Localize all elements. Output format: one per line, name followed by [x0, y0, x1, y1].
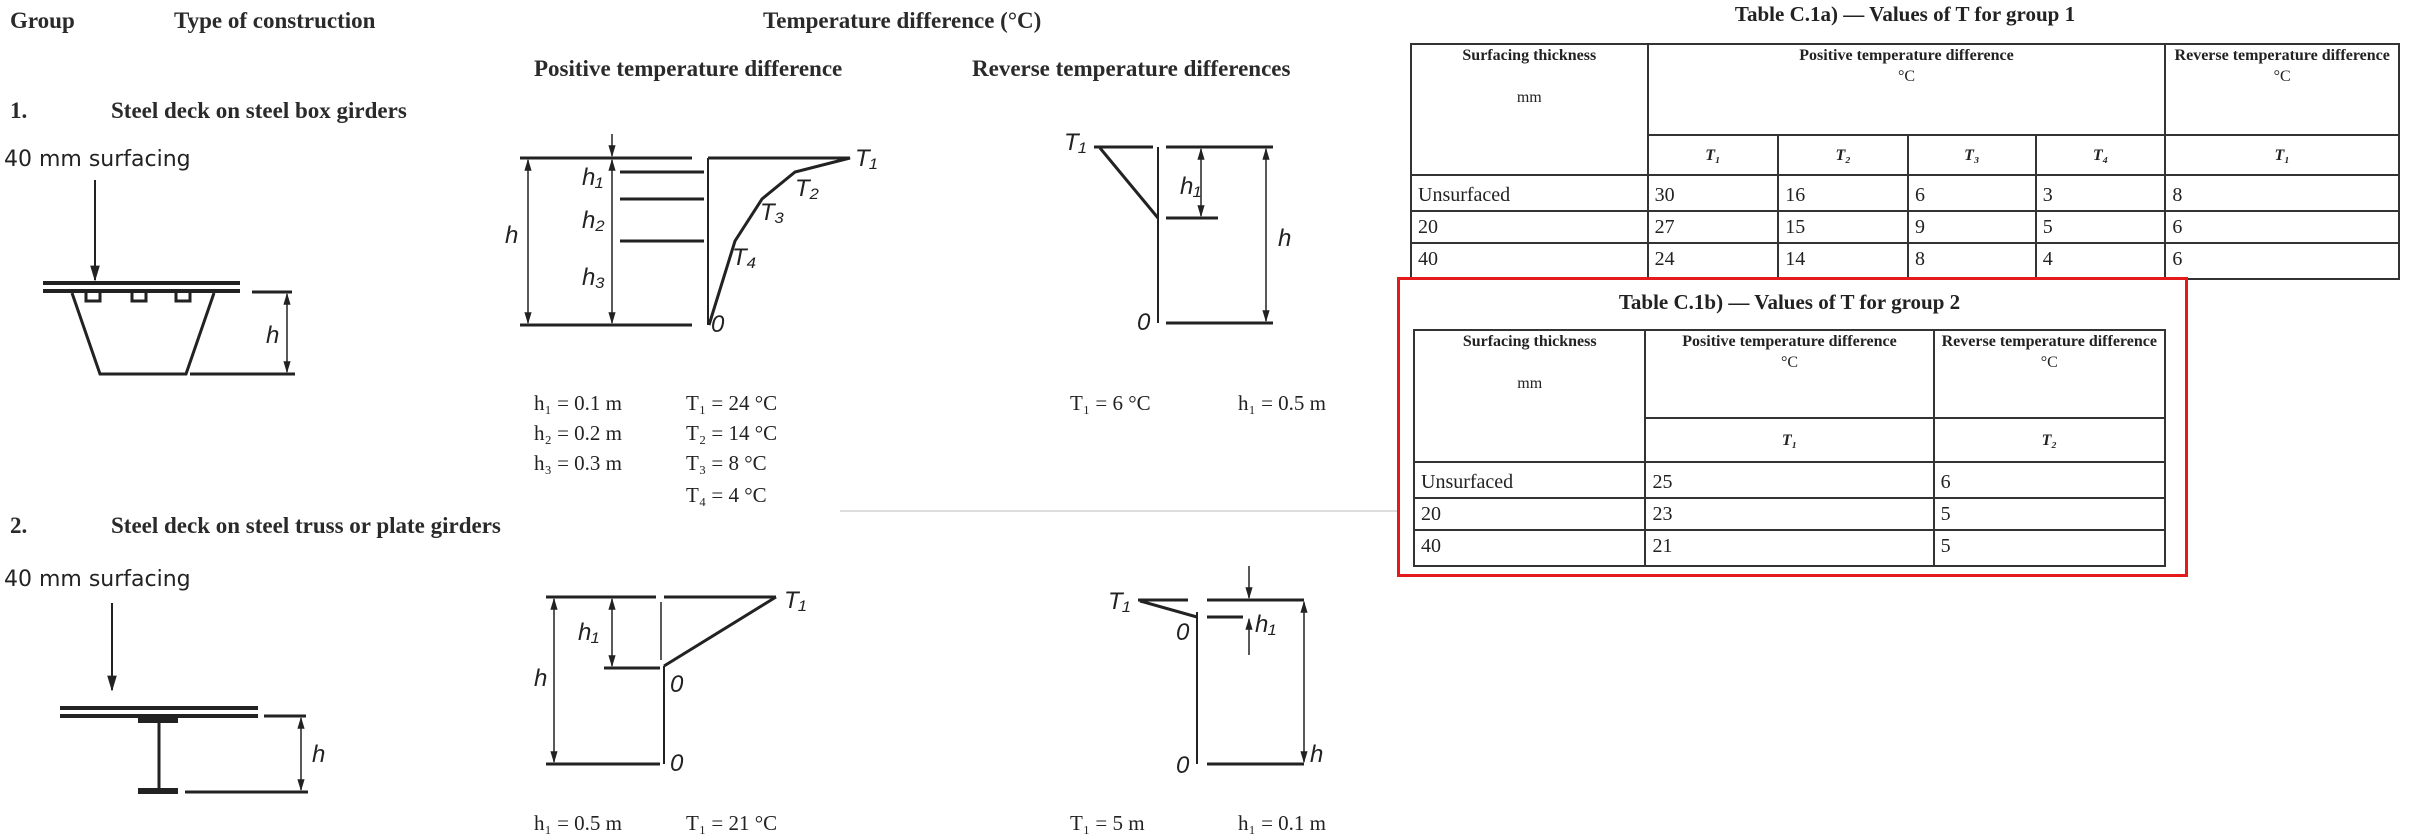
label-T2: T₂	[795, 175, 819, 202]
header-type: Type of construction	[174, 8, 376, 33]
value-reverse-T1: T₁ = 6 °C	[1070, 391, 1151, 415]
label-h1: h₁	[1255, 611, 1276, 638]
table-a-subheader: T₂	[1778, 135, 1908, 175]
table-b-header-surfacing: Surfacing thickness mm	[1414, 330, 1645, 462]
group1-values	[534, 391, 1326, 507]
table-a-subheader: T₁	[1648, 135, 1779, 175]
group1-number: 1.	[10, 98, 28, 123]
table-cell: 30	[1648, 175, 1779, 211]
value-T3: T₃ = 8 °C	[686, 451, 767, 475]
table-cell: 6	[1908, 175, 2036, 211]
plate-girder-section	[60, 603, 325, 794]
label-h: h	[534, 665, 548, 692]
table-cell: 14	[1778, 243, 1908, 279]
table-cell: 6	[2165, 211, 2399, 243]
table-cell: 15	[1778, 211, 1908, 243]
table-row	[1411, 211, 2399, 243]
label-T1: T₁	[855, 145, 878, 172]
header-positive: Positive temperature difference	[534, 56, 843, 81]
value-reverse-h1: h₁ = 0.5 m	[1238, 391, 1326, 415]
table-cell: 9	[1908, 211, 2036, 243]
table-cell: Unsurfaced	[1414, 462, 1645, 498]
label-h: h	[1278, 225, 1292, 252]
table-cell: 3	[2036, 175, 2166, 211]
table-a-header-positive: Positive temperature difference °C	[1648, 44, 2166, 135]
table-a-subheader: T₄	[2036, 135, 2166, 175]
label-h1: h₁	[1180, 173, 1201, 200]
header-reverse: Reverse temperature differences	[972, 56, 1291, 81]
label-T1: T₁	[1064, 129, 1087, 156]
table-a-title: Table C.1a) — Values of T for group 1	[1734, 2, 2076, 26]
table-b-title: Table C.1b) — Values of T for group 2	[1618, 290, 1961, 314]
group2-title: Steel deck on steel truss or plate girders	[111, 513, 501, 538]
value-T1: T₁ = 24 °C	[686, 391, 778, 415]
box-girder-section	[43, 180, 295, 374]
label-T3: T₃	[760, 199, 785, 226]
group2-h-label: h	[312, 741, 326, 768]
label-zero-top: 0	[1176, 619, 1190, 646]
table-b-subheader: T₁	[1645, 418, 1933, 462]
table-a	[1410, 43, 2400, 280]
value-h1: h₁ = 0.1 m	[534, 391, 622, 415]
value-reverse-T1: T₁ = 5 m	[1070, 811, 1145, 835]
label-h3: h₃	[582, 264, 605, 291]
group1-surfacing-label: 40 mm surfacing	[4, 147, 191, 172]
label-h: h	[1310, 741, 1324, 768]
label-zero-bottom: 0	[1176, 752, 1190, 779]
table-a-subheader: T₁	[2165, 135, 2399, 175]
table-a-header-surfacing: Surfacing thickness mm	[1411, 44, 1648, 175]
value-h3: h₃ = 0.3 m	[534, 451, 622, 475]
table-cell: 6	[2165, 243, 2399, 279]
group1-positive-diagram	[505, 134, 877, 338]
group1-h-label: h	[266, 322, 280, 349]
group2-number: 2.	[10, 513, 28, 538]
table-cell: 5	[1934, 498, 2165, 530]
table-cell: 40	[1411, 243, 1648, 279]
table-cell: 20	[1414, 498, 1645, 530]
header-temperature: Temperature difference (°C)	[763, 8, 1042, 33]
label-zero: 0	[711, 311, 725, 338]
table-cell: 40	[1414, 530, 1645, 566]
table-cell: 5	[1934, 530, 2165, 566]
value-T1: T₁ = 21 °C	[686, 811, 778, 835]
label-zero-top: 0	[670, 671, 684, 698]
table-cell: 20	[1411, 211, 1648, 243]
value-reverse-h1: h₁ = 0.1 m	[1238, 811, 1326, 835]
group2-values	[534, 811, 1326, 835]
label-h1: h₁	[582, 164, 603, 191]
table-row	[1414, 498, 2165, 530]
group1-title: Steel deck on steel box girders	[111, 98, 407, 123]
label-T4: T₄	[732, 244, 757, 271]
table-b-subheader: T₂	[1934, 418, 2165, 462]
header-group: Group	[10, 8, 75, 33]
table-cell: 21	[1645, 530, 1933, 566]
group2-positive-diagram	[534, 587, 806, 777]
table-cell: 5	[2036, 211, 2166, 243]
table-b-header-reverse: Reverse temperature difference °C	[1934, 330, 2165, 418]
label-T1: T₁	[1108, 588, 1131, 615]
table-cell: 25	[1645, 462, 1933, 498]
table-row	[1411, 175, 2399, 211]
table-row	[1411, 243, 2399, 279]
group2-surfacing-label: 40 mm surfacing	[4, 567, 191, 592]
label-zero: 0	[1137, 309, 1151, 336]
table-cell: 27	[1648, 211, 1779, 243]
label-T1: T₁	[784, 587, 807, 614]
table-b	[1413, 329, 2166, 567]
table-cell: 8	[1908, 243, 2036, 279]
table-cell: 24	[1648, 243, 1779, 279]
table-cell: 6	[1934, 462, 2165, 498]
value-h2: h₂ = 0.2 m	[534, 421, 622, 445]
table-b-header-positive: Positive temperature difference °C	[1645, 330, 1933, 418]
value-T4: T₄ = 4 °C	[686, 483, 767, 507]
table-cell: 16	[1778, 175, 1908, 211]
value-h1: h₁ = 0.5 m	[534, 811, 622, 835]
table-a-subheader: T₃	[1908, 135, 2036, 175]
table-a-header-reverse: Reverse temperature difference °C	[2165, 44, 2399, 135]
table-row	[1414, 530, 2165, 566]
value-T2: T₂ = 14 °C	[686, 421, 778, 445]
label-zero-bottom: 0	[670, 750, 684, 777]
table-cell: 4	[2036, 243, 2166, 279]
label-h2: h₂	[582, 207, 605, 234]
group1-reverse-diagram	[1064, 129, 1291, 336]
table-row	[1414, 462, 2165, 498]
group2-reverse-diagram	[1108, 566, 1323, 779]
label-h1: h₁	[578, 619, 599, 646]
table-cell: 8	[2165, 175, 2399, 211]
table-cell: 23	[1645, 498, 1933, 530]
label-h: h	[505, 222, 519, 249]
table-cell: Unsurfaced	[1411, 175, 1648, 211]
